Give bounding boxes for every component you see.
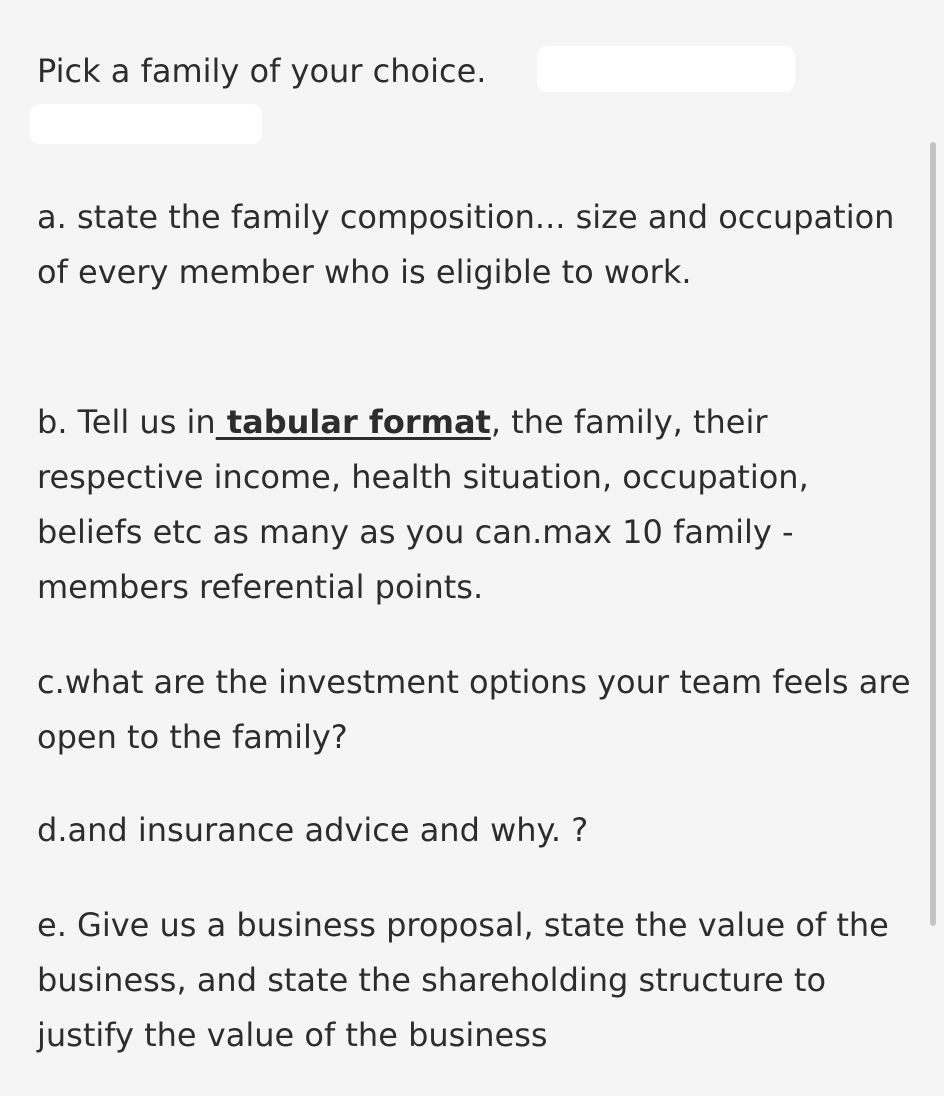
prompt-title: Pick a family of your choice. <box>37 52 487 90</box>
question-b-intro: b. Tell us in <box>37 403 216 441</box>
redaction-block <box>30 104 262 144</box>
question-e: e. Give us a business proposal, state the value of the business, and state the shareholding structure to justify the value of the business <box>37 906 889 1054</box>
question-a: a. state the family composition... size and occupation of every member who is eligible to work. <box>37 198 895 291</box>
vertical-scrollbar[interactable] <box>930 142 936 926</box>
question-d: d.and insurance advice and why. ? <box>37 811 589 849</box>
redaction-block <box>537 46 795 92</box>
question-b-rest: , the family, their respective income, health situation, occupation, beliefs etc as many as you can.max 10 family - members referential points. <box>37 403 809 606</box>
emphasis-tabular-format: tabular format <box>215 403 491 441</box>
question-c: c.what are the investment options your team feels are open to the family? <box>37 663 911 756</box>
question-b <box>37 395 917 615</box>
